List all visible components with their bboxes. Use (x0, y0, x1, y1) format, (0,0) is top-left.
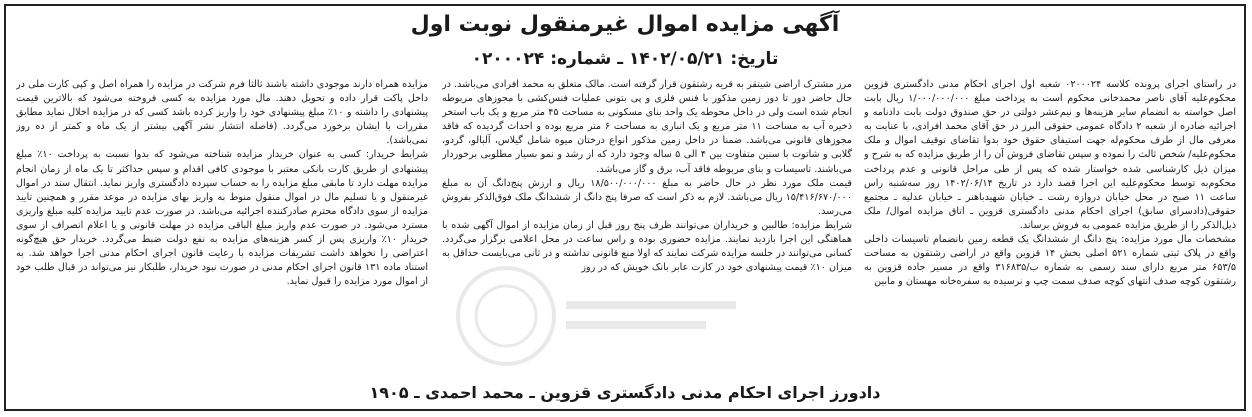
notice-footer-signature: دادورز اجرای احکام مدنی دادگستری قزوین ـ محمد احمدی ـ ۱۹۰۵ (369, 383, 881, 402)
column-middle-text: مرز مشترک اراضی شیتقر به قریه رشتقون قرار گرفته است. مالک متعلق به محمد افرادی می‌باشد. در حال حاضر دور تا دور زمین مذکور با فنس فلزی و پی بتونی عملیات فنس‌کشی با مجوزهای مربوطه انجام شده است ولی در داخل محوطه یک واحد بنای مسکونی به مساحت ۴۵ متر مربع و یک باب استخر ذخیره آب به مساحت ۱۱ متر مربع و یک انباری به مساحت ۶ متر مربع بوده و احداث گردیده که فاقد مجوزهای قانونی می‌باشد. ضمنا در داخل زمین مذکور انواع درختان میوه شامل گیلاس، آلبالو، گردو، گلابی و شاتوت با سنین متفاوت بین ۴ الی ۵ ساله وجود دارد که از رشد و نمو بسیار مطلوبی برخوردار می‌باشند. تاسیسات و بنای مربوطه فاقد آب، برق و گاز می‌باشد. قیمت ملک مورد نظر در حال حاضر به مبلغ ۱۸/۵۰۰/۰۰۰/۰۰۰ ریال و ارزش پنج‌دانگ آن به مبلغ ۱۵/۴۱۶/۶۷۰/۰۰۰ ریال می‌باشد. لازم به ذکر است که صرفا پنج دانگ از ششدانگ ملک فوق‌الذکر بفروش می‌رسد. شرایط مزایده: طالبین و خریداران می‌توانند ظرف پنج روز قبل از زمان مزایده از اموال آگهی شده با هماهنگی این اجرا بازدید نمایند. مزایده حضوری بوده و راس ساعت در محل اعلامی برگزار می‌گردد. کسانی می‌توانند در جلسه مزایده شرکت نمایند که اولا منع قانونی نداشته و در ثانی می‌بایست حداقل به میزان ۱۰٪ قیمت پیشنهادی خود در کارت عابر بانک خویش که در روز (442, 79, 852, 274)
notice-column-middle (442, 78, 852, 376)
column-right-text: در راستای اجرای پرونده کلاسه ۰۲۰۰۰۲۴ شعبه اول اجرای احکام مدنی دادگستری قزوین محکوم‌علیه آقای ناصر محمدخانی محکوم است به پرداخت مبلغ ۱/۰۰۰/۰۰۰/۰۰۰ ریال بابت اصل خواسته به انضمام سایر هزینه‌ها و نیم‌عشر دولتی در حق صندوق دولت بابت دادنامه و اجرائیه صادره از شعبه ۲ دادگاه عمومی حقوقی البرز در حق آقای محمد افرادی، با عنایت به معرفی مال از طرف محکوم‌له جهت استیفای حقوق خود بدوا تقاضای توقیف اموال و ملک محکوم‌علیه/ شخص ثالث را نموده و سپس تقاضای فروش آن را از طریق مزایده که به شرح و میزان ذیل کارشناسی شده خواستار شده که پس از طی مراحل قانونی و عدم پرداخت محکوم‌به توسط محکوم‌علیه این اجرا قصد دارد در تاریخ ۱۴۰۲/۰۶/۱۴ روز سه‌شنبه راس ساعت ۱۱ صبح در محل خیابان دروازه رشت ـ خیابان شهیدباهنر ـ خیابان عدلیه ـ مجتمع حقوقی(دادسرای سابق) اجرای احکام مدنی دادگستری قزوین ـ اتاق مزایده اموال/ ملک ذیل‌الذکر را از طریق مزایده عمومی به فروش برساند. مشخصات مال مورد مزایده: پنج دانگ از ششدانگ یک قطعه زمین بانضمام تاسیسات داخلی واقع در پلاک ثبتی شماره ۵۲۱ اصلی بخش ۱۴ قزوین واقع در اراضی رشتقون به مساحت ۶۵۳/۵ متر مربع دارای سند رسمی به شماره ب/۳۱۶۸۳۵ واقع در مسیر جاده قزوین به رشتقون کوچه صدف انتهای کوچه صدف سمت چپ و نرسیده به سفره‌خانه مهستان و مابین (864, 79, 1236, 288)
notice-title: آگهی مزایده اموال غیرمنقول نوبت اول (410, 12, 840, 37)
column-left-text: مزایده همراه دارند موجودی داشته باشند ثالثا فرم شرکت در مزایده را همراه اصل و کپی کارت ملی در داخل پاکت قرار داده و تحویل دهند. مال مورد مزایده به کسی فروخته می‌شود که بالاترین قیمت پیشنهادی را داشته و ۱۰٪ مبلغ پیشنهادی خود را واریز کرده باشد کسی که در مزایده اخلال نماید مطابق مقررات با ایشان برخورد می‌گردد. (فاصله انتشار نشر آگهی بیشتر از یک ماه و کمتر از ده روز نمی‌باشد). شرایط خریدار: کسی به عنوان خریدار مزایده شناخته می‌شود که بدوا نسبت به پرداخت ۱۰٪ مبلغ پیشنهادی از طریق کارت بانکی معتبر با موجودی کافی اقدام و سپس حداکثر تا یک ماه از زمان انجام مزایده مهلت دارد تا مابقی مبلغ مزایده را به حساب سپرده دادگستری واریز نماید. انتقال سند در اموال غیرمنقول و یا تسلیم مال در اموال منقول منوط به واریز بهای مزایده در موعد مقرر و همچنین تایید مزایده از سوی دادگاه محترم صادرکننده اجرائیه می‌باشد. در صورت عدم تایید مزایده کلیه مبلغ واریزی مسترد می‌شود. در صورت عدم واریز مبلغ الباقی مزایده در مهلت قانونی و یا اعلام انصراف از سوی خریدار ۱۰٪ واریزی پس از کسر هزینه‌های مزایده به نفع دولت ضبط می‌گردد. خریدار حق هیچ‌گونه اعتراضی را نخواهد داشت تشریفات مزایده با رعایت قانون اجرای احکام مدنی اجرا خواهد شد. به استناد ماده ۱۳۱ قانون اجرای احکام مدنی در صورت نبود خریدار، طلبکار نیز می‌تواند در قبال طلب خود از اموال مورد مزایده را قبول نماید. (16, 79, 428, 288)
notice-column-left (16, 78, 428, 376)
notice-frame (4, 4, 1246, 411)
notice-date-number: تاریخ: ۱۴۰۲/۰۵/۲۱ ـ شماره: ۰۲۰۰۰۲۴ (471, 49, 779, 69)
notice-column-right (864, 78, 1236, 376)
